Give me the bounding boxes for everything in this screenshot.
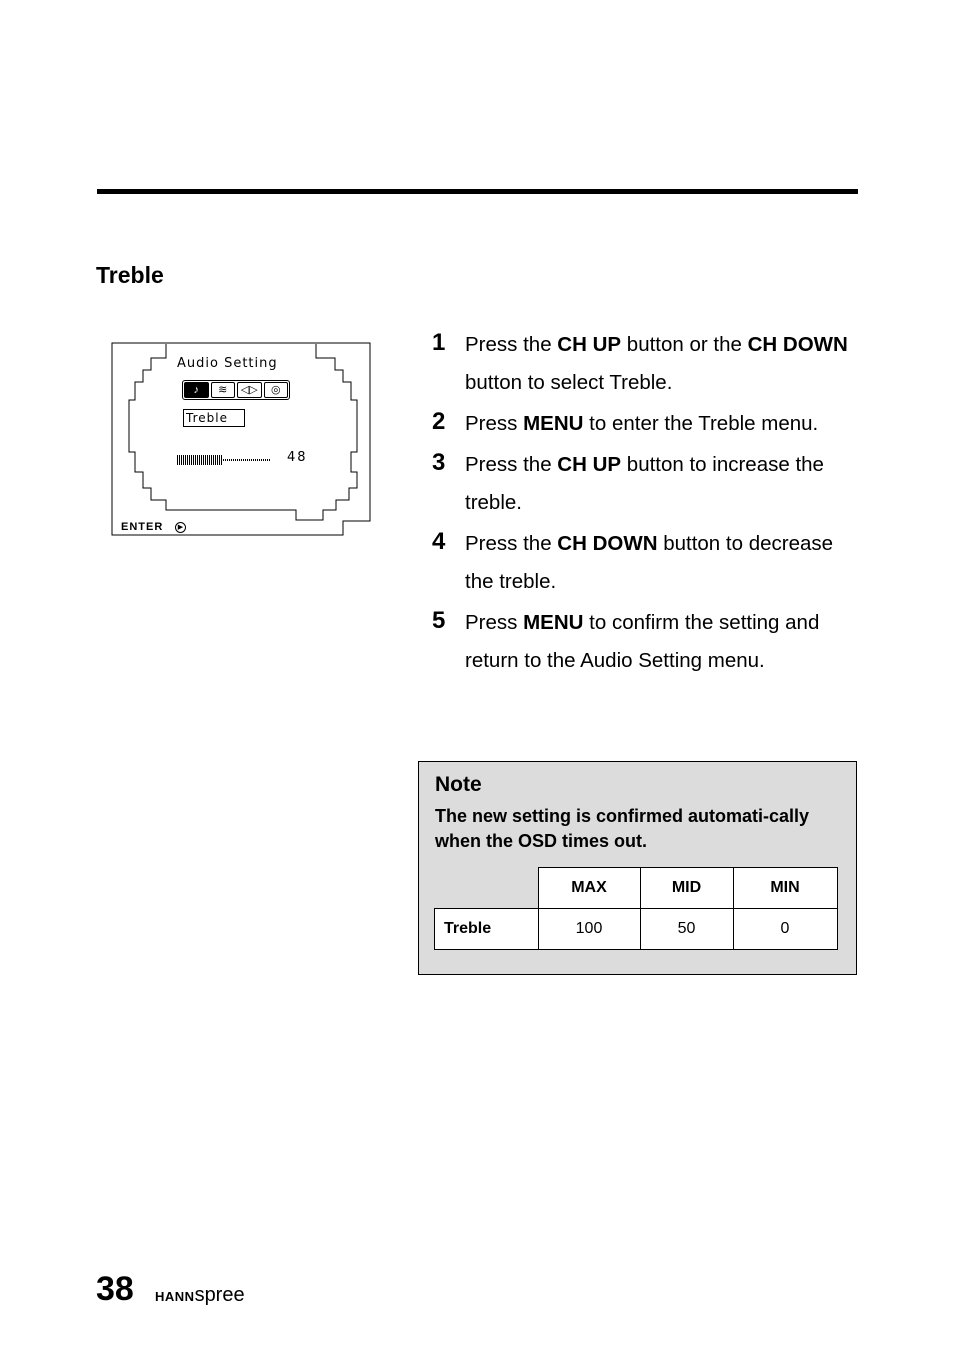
step-5 — [432, 604, 852, 680]
brand-logo — [155, 1284, 245, 1307]
speaker-icon: ♪ — [184, 382, 209, 398]
table-header-row — [435, 868, 838, 909]
step-keyword: CH DOWN — [747, 333, 848, 356]
brand-light: spree — [194, 1284, 245, 1306]
step-text: button to select Treble. — [465, 371, 673, 394]
step-text: Press the — [465, 453, 558, 476]
step-text: to enter the Treble menu. — [583, 412, 819, 435]
step-keyword: CH UP — [557, 333, 622, 356]
table-row — [435, 909, 838, 950]
table-cell: 100 — [538, 909, 640, 950]
table-cell: 0 — [733, 909, 837, 950]
step-text: button to decrease the treble. — [465, 532, 834, 593]
step-text: to confirm the setting and return to the Audio Setting menu. — [465, 611, 820, 672]
step-text: button to increase the treble. — [465, 453, 824, 514]
step-text: Press the — [465, 333, 558, 356]
step-text: Press the — [465, 532, 558, 555]
treble-range-table — [434, 867, 838, 950]
osd-level-bar — [177, 455, 270, 465]
table-cell: 50 — [640, 909, 733, 950]
table-row-label: Treble — [435, 909, 539, 950]
step-keyword: CH DOWN — [557, 532, 658, 555]
osd-frame — [111, 342, 373, 538]
enter-icon: ▶ — [175, 522, 186, 533]
step-number: 2 — [432, 408, 446, 435]
step-keyword: MENU — [523, 611, 584, 634]
step-number: 4 — [432, 528, 446, 555]
step-keyword: MENU — [523, 412, 584, 435]
section-title: Treble — [96, 262, 164, 288]
surround-icon: ◎ — [264, 382, 289, 398]
table-corner — [435, 868, 539, 909]
step-text: Press — [465, 611, 524, 634]
osd-title: Audio Setting — [177, 356, 278, 371]
page-number: 38 — [96, 1270, 134, 1308]
bass-icon: ≋ — [211, 382, 236, 398]
step-2 — [432, 405, 852, 443]
step-1 — [432, 326, 852, 402]
top-rule — [97, 189, 858, 194]
step-text: Press — [465, 412, 524, 435]
table-header: MAX — [538, 868, 640, 909]
osd-level-track — [223, 459, 270, 461]
osd-enter-label: ENTER — [121, 521, 164, 533]
step-number: 5 — [432, 607, 446, 634]
step-number: 1 — [432, 329, 446, 356]
osd-icon-bar — [182, 380, 290, 400]
step-3 — [432, 446, 852, 522]
instruction-steps — [432, 326, 852, 680]
step-4 — [432, 525, 852, 601]
osd-level-fill — [177, 455, 222, 465]
table-header: MID — [640, 868, 733, 909]
step-keyword: CH UP — [557, 453, 622, 476]
osd-value: 48 — [287, 450, 308, 465]
balance-icon: ◁▷ — [237, 382, 262, 398]
table-header: MIN — [733, 868, 837, 909]
note-box — [418, 761, 857, 975]
osd-illustration — [111, 342, 373, 538]
note-text: The new setting is confirmed automati-cally when the OSD times out. — [435, 806, 810, 851]
osd-item-label: Treble — [183, 409, 245, 427]
step-number: 3 — [432, 449, 446, 476]
step-text: button or the — [621, 333, 748, 356]
note-title: Note — [435, 773, 482, 796]
brand-bold: HANN — [155, 1289, 195, 1304]
